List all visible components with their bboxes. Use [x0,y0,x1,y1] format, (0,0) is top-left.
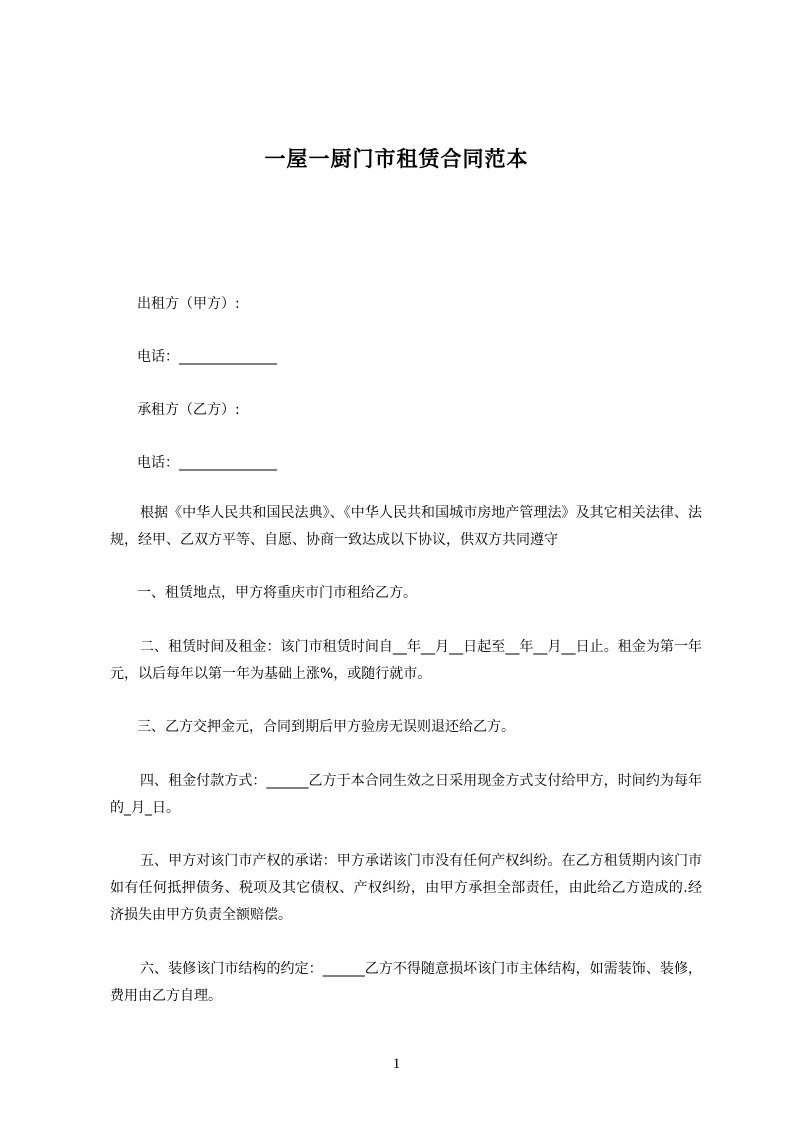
clause-4: 四、租金付款方式：______乙方于本合同生效之日采用现金方式支付给甲方，时间约为每年的_月_日。 [110,773,702,816]
clause-2: 二、租赁时间及租金：该门市租赁时间自__年__月__日起至__年__月__日止。租金为第一年元，以后每年以第一年为基础上涨%，或随行就市。 [110,639,702,682]
clause-5: 五、甲方对该门市产权的承诺：甲方承诺该门市没有任何产权纠纷。在乙方租赁期内该门市如有任何抵押债务、税项及其它债权、产权纠纷，由甲方承担全部责任，由此给乙方造成的.经济损失由甲方负责全额赔偿。 [110,853,702,923]
party-a-phone: 电话：______________ [137,349,277,365]
clause-1: 一、租赁地点，甲方将重庆市门市租给乙方。 [137,585,417,601]
party-b-label: 承租方（乙方）: [137,402,240,418]
preamble-paragraph: 根据《中华人民共和国民法典》、《中华人民共和国城市房地产管理法》及其它相关法律、法规，经甲、乙双方平等、自愿、协商一致达成以下协议，供双方共同遵守 [110,505,702,548]
party-b-phone: 电话：______________ [137,455,277,471]
page-title: 一屋一厨门市租赁合同范本 [264,147,529,171]
party-a-label: 出租方（甲方）: [137,296,240,312]
clause-6: 六、装修该门市结构的约定：______乙方不得随意损坏该门市主体结构，如需装饰、装修，费用由乙方自理。 [110,961,702,1004]
page-number: 1 [392,1056,401,1072]
clause-3: 三、乙方交押金元，合同到期后甲方验房无误则退还给乙方。 [137,719,515,735]
